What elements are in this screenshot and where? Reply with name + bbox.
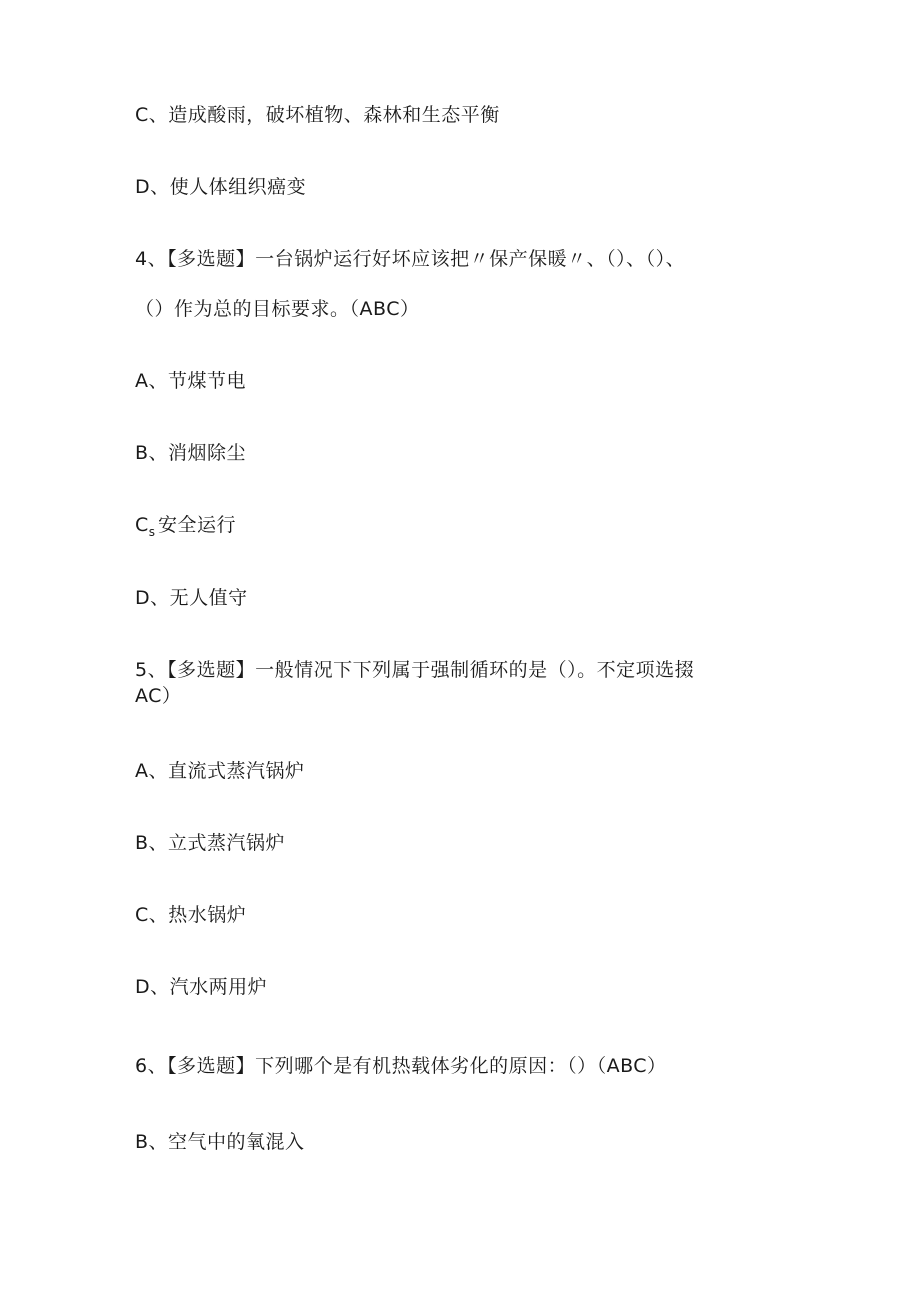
q5-option-b: B、立式蒸汽锅炉 bbox=[135, 832, 286, 854]
q3-option-d: D、使人体组织癌变 bbox=[135, 176, 307, 198]
q5-option-a: A、直流式蒸汽锅炉 bbox=[135, 760, 305, 782]
q5-option-d: D、汽水两用炉 bbox=[135, 976, 268, 998]
q4-option-c bbox=[135, 513, 236, 544]
q4-option-c-subscript: s bbox=[148, 525, 156, 539]
q5-question-line1: 5、【多选题】一般情况下下列属于强制循环的是（）。不定项选掇 bbox=[135, 659, 695, 681]
q4-option-a: A、节煤节电 bbox=[135, 370, 246, 392]
q4-question-line1: 4、【多选题】一台锅炉运行好坏应该把〃保产保暖〃、（）、（）、 bbox=[135, 248, 686, 270]
q4-option-d: D、无人值守 bbox=[135, 587, 248, 609]
q4-option-c-text: 安全运行 bbox=[158, 514, 237, 536]
q6-option-b: B、空气中的氧混入 bbox=[135, 1131, 305, 1153]
q6-question: 6、【多选题】下列哪个是有机热载体劣化的原因：（）（ABC） bbox=[135, 1055, 667, 1077]
q3-option-c: C、造成酸雨，破坏植物、森林和生态平衡 bbox=[135, 104, 500, 126]
q5-option-c: C、热水锅炉 bbox=[135, 904, 247, 926]
q5-question-line2: AC） bbox=[135, 685, 182, 707]
q4-option-c-letter: C bbox=[135, 514, 149, 536]
q4-question-line2: （）作为总的目标要求。（ABC） bbox=[135, 298, 420, 320]
q4-option-b: B、消烟除尘 bbox=[135, 442, 247, 464]
